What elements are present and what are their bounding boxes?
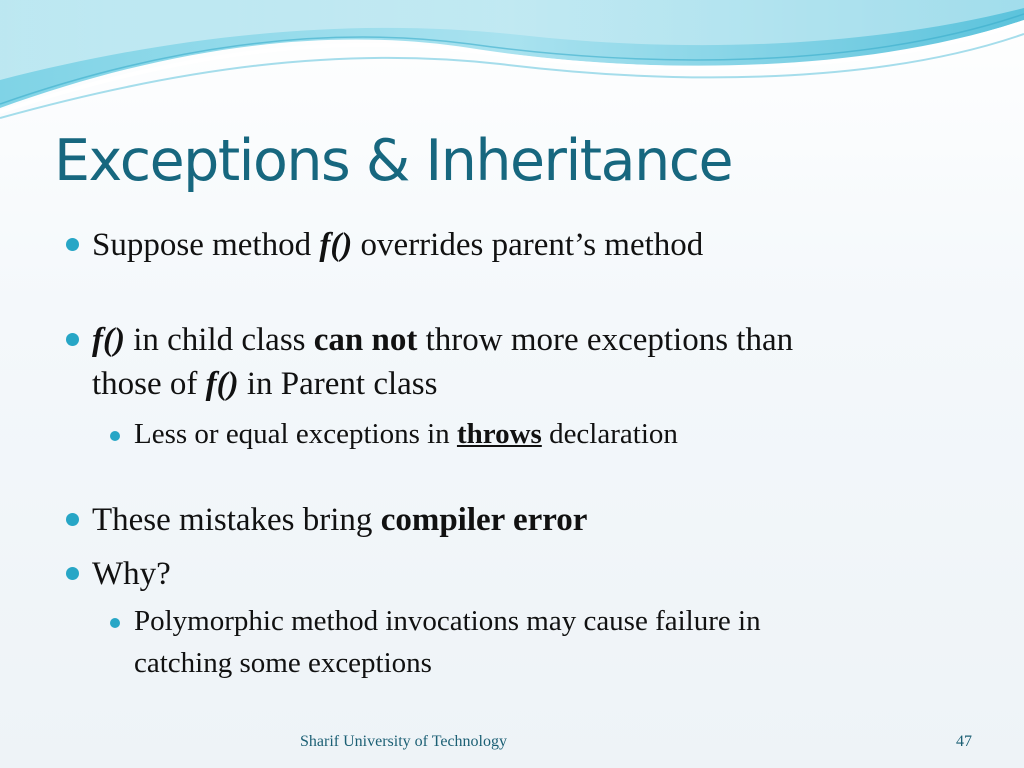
bullet-item: [92, 552, 171, 596]
bullet-item-continuation: [92, 362, 438, 406]
bullet-text: Polymorphic method invocations may cause failure in: [134, 605, 761, 637]
bullet-item: [92, 223, 703, 267]
method-name: f(): [205, 366, 239, 402]
bullet-dot: [66, 238, 79, 251]
bullet-text: overrides parent’s method: [352, 227, 704, 263]
method-name: f(): [319, 227, 353, 263]
keyword-text: throws: [456, 418, 542, 450]
bullet-text: throw more exceptions than: [417, 322, 794, 358]
bullet-dot: [66, 567, 79, 580]
page-number: 47: [956, 733, 972, 750]
sub-bullet-item: [134, 414, 678, 455]
method-name: f(): [92, 322, 125, 358]
bullet-text: Less or equal exceptions in: [134, 418, 457, 450]
emphasis-text: can not: [313, 322, 418, 358]
bullet-item: [92, 498, 587, 542]
bullet-text: These mistakes bring: [92, 502, 381, 538]
decorative-wave-header: [0, 0, 1024, 140]
bullet-text: those of: [92, 366, 206, 402]
sub-bullet-item-continuation: [134, 643, 432, 684]
bullet-text: declaration: [541, 418, 678, 450]
bullet-dot: [66, 333, 79, 346]
bullet-text: Why?: [92, 556, 171, 592]
bullet-item: [92, 318, 793, 362]
emphasis-text: compiler error: [380, 502, 588, 538]
bullet-text: Suppose method: [92, 227, 320, 263]
footer-institution: Sharif University of Technology: [300, 733, 507, 750]
sub-bullet-dot: [110, 618, 120, 628]
bullet-text: in child class: [124, 322, 314, 358]
sub-bullet-item: [134, 601, 761, 642]
bullet-text: in Parent class: [238, 366, 438, 402]
sub-bullet-dot: [110, 431, 120, 441]
bullet-dot: [66, 513, 79, 526]
slide-title: Exceptions & Inheritance: [54, 128, 733, 194]
bullet-text: catching some exceptions: [134, 647, 432, 679]
